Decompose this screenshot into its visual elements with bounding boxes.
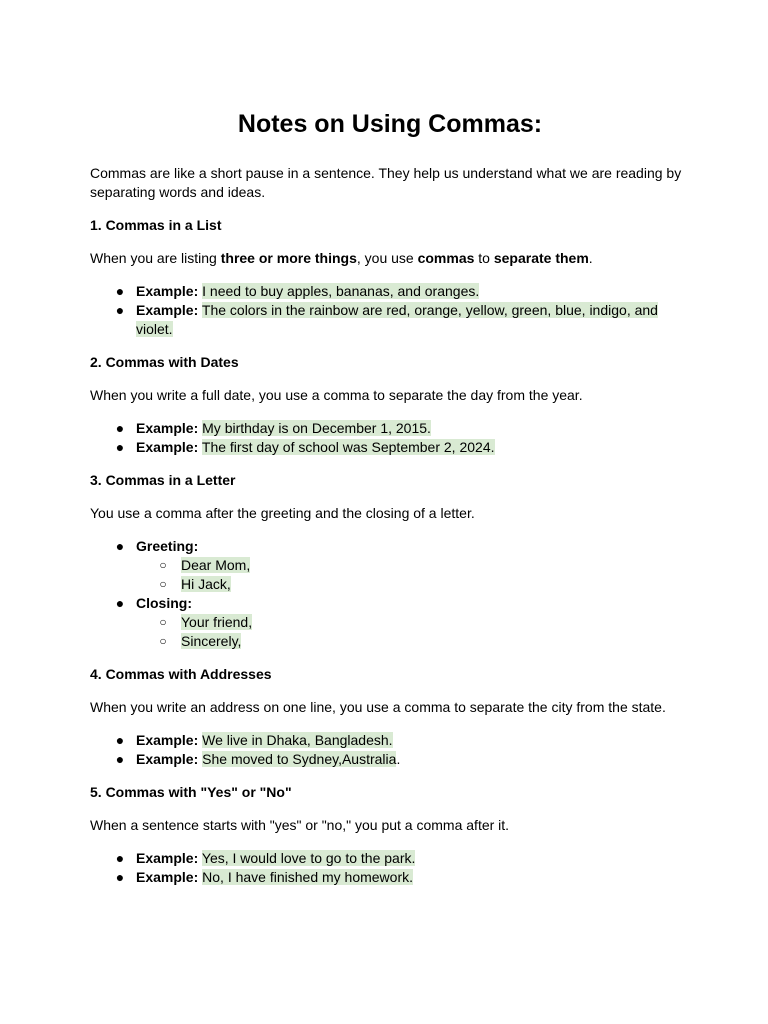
list-item — [90, 282, 690, 301]
circle-bullet-icon: ○ — [159, 577, 167, 591]
bullet-icon: ● — [115, 439, 125, 455]
list-item — [90, 556, 690, 575]
bullet-icon: ● — [115, 850, 125, 866]
example-text: We live in Dhaka, Bangladesh. — [202, 732, 393, 748]
section-3-heading: 3. Commas in a Letter — [90, 472, 236, 488]
section-1-paragraph — [90, 249, 690, 268]
greeting-text: Hi Jack, — [181, 576, 231, 592]
document-content — [90, 105, 690, 901]
example-label: Example: — [136, 869, 199, 885]
section-4-examples — [90, 731, 690, 769]
greeting-label: Greeting: — [136, 538, 199, 554]
closing-text: Your friend, — [181, 614, 253, 630]
greeting-list — [136, 556, 690, 594]
section-5-paragraph: When a sentence starts with "yes" or "no," you put a comma after it. — [90, 817, 510, 833]
page-title: Notes on Using Commas: — [237, 110, 543, 138]
circle-bullet-icon: ○ — [159, 558, 167, 572]
bullet-icon: ● — [115, 302, 125, 318]
bold-text: separate them — [493, 250, 589, 266]
example-text: My birthday is on December 1, 2015. — [202, 420, 431, 436]
list-item — [90, 575, 690, 594]
bullet-icon: ● — [115, 751, 125, 767]
bullet-icon: ● — [115, 732, 125, 748]
example-text: The first day of school was September 2, 2024. — [201, 439, 495, 455]
list-item — [90, 438, 690, 457]
bullet-icon: ● — [115, 538, 125, 554]
example-text: The colors in the rainbow are red, orange, yellow, green, blue, indigo, and violet. — [136, 302, 658, 337]
closing-list — [136, 613, 690, 651]
section-2-examples — [90, 419, 690, 457]
list-item — [90, 731, 690, 750]
example-text: No, I have finished my homework. — [202, 869, 414, 885]
section-4-paragraph: When you write an address on one line, you use a comma to separate the city from the state. — [90, 699, 666, 715]
closing-label: Closing: — [136, 595, 192, 611]
section-3-paragraph: You use a comma after the greeting and the closing of a letter. — [90, 505, 475, 521]
section-5-examples — [90, 849, 690, 887]
example-label: Example: — [136, 283, 199, 299]
section-4-heading: 4. Commas with Addresses — [90, 666, 272, 682]
text-run: When you are listing — [90, 250, 221, 266]
example-label: Example: — [136, 850, 199, 866]
bullet-icon: ● — [115, 595, 125, 611]
bullet-icon: ● — [115, 283, 125, 299]
greeting-text: Dear Mom, — [181, 557, 251, 573]
example-label: Example: — [136, 439, 199, 455]
text-run: , you use — [356, 250, 418, 266]
list-item — [90, 849, 690, 868]
example-label: Example: — [136, 732, 199, 748]
bold-text: three or more things — [220, 250, 357, 266]
section-3-examples — [90, 537, 690, 651]
text-run: . — [588, 250, 593, 266]
list-item — [90, 301, 690, 339]
list-item — [90, 868, 690, 887]
closing-text: Sincerely, — [181, 633, 242, 649]
section-5-heading: 5. Commas with "Yes" or "No" — [90, 784, 292, 800]
text-run: to — [474, 250, 494, 266]
section-1-examples — [90, 282, 690, 339]
example-text: She moved to Sydney,Australia — [202, 751, 397, 767]
bold-text: commas — [417, 250, 475, 266]
circle-bullet-icon: ○ — [159, 615, 167, 629]
section-2-heading: 2. Commas with Dates — [90, 354, 239, 370]
example-text: Yes, I would love to go to the park. — [201, 850, 416, 866]
circle-bullet-icon: ○ — [159, 634, 167, 648]
example-label: Example: — [136, 302, 199, 318]
example-label: Example: — [136, 751, 199, 767]
intro-paragraph: Commas are like a short pause in a sentence. They help us understand what we are reading by separating words and ideas. — [90, 165, 682, 200]
example-label: Example: — [136, 420, 199, 436]
section-2-paragraph: When you write a full date, you use a comma to separate the day from the year. — [90, 387, 583, 403]
bullet-icon: ● — [115, 869, 125, 885]
list-item — [90, 613, 690, 632]
list-item — [90, 750, 690, 769]
list-item — [90, 632, 690, 651]
bullet-icon: ● — [115, 420, 125, 436]
list-item — [90, 419, 690, 438]
example-text: I need to buy apples, bananas, and oranges. — [202, 283, 480, 299]
text-run: . — [396, 751, 401, 767]
section-1-heading: 1. Commas in a List — [90, 217, 222, 233]
list-item — [90, 594, 690, 651]
list-item — [90, 537, 690, 594]
